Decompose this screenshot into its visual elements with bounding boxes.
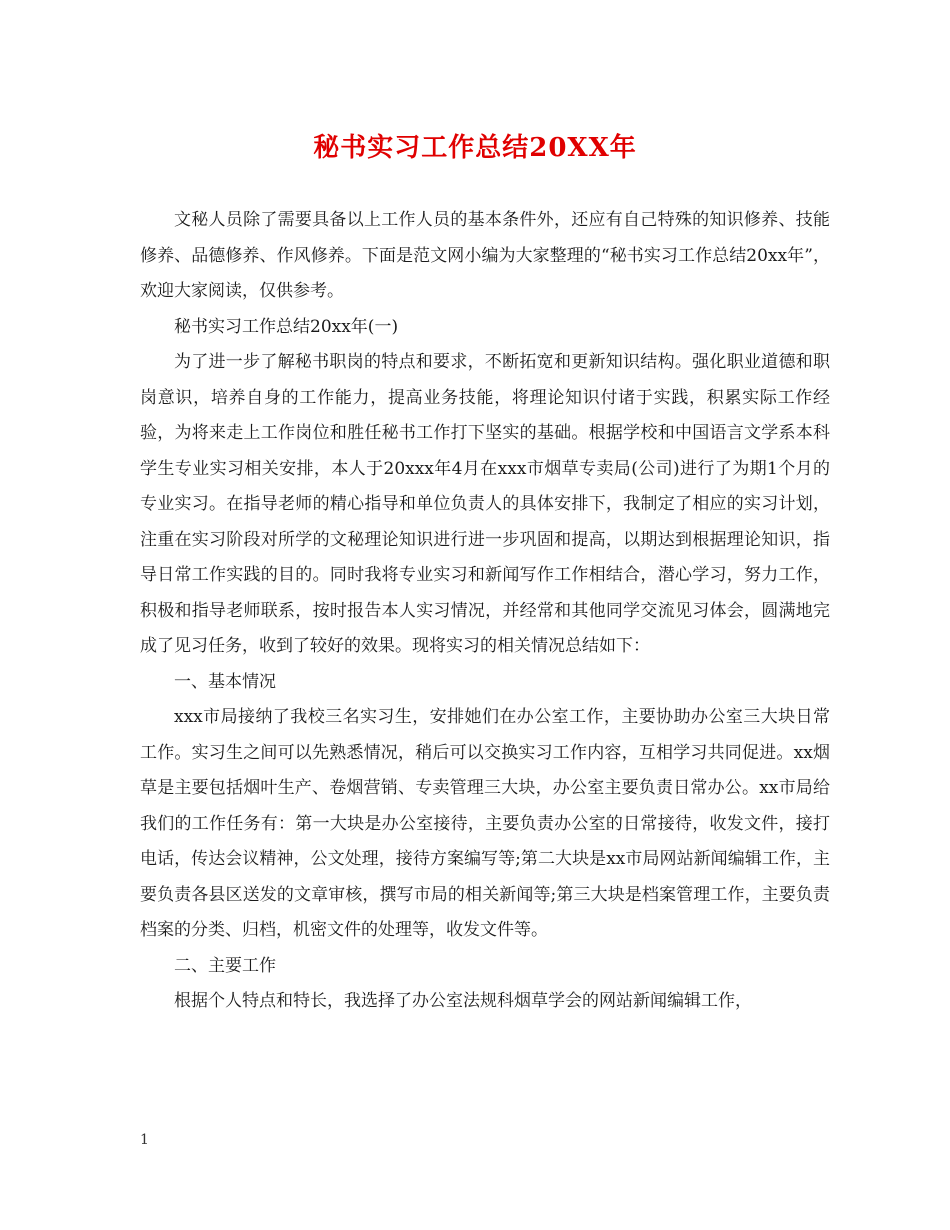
paragraph-overview: 为了进一步了解秘书职岗的特点和要求，不断拓宽和更新知识结构。强化职业道德和职岗意识，培养自身的工作能力，提高业务技能，将理论知识付诸于实践，积累实际工作经验，为将来走上工作岗位和胜任秘书工作打下坚实的基础。根据学校和中国语言文学系本科学生专业实习相关安排，本人于20xxx年4月在xxx市烟草专卖局(公司)进行了为期1个月的专业实习。在指导老师的精心指导和单位负责人的具体安排下，我制定了相应的实习计划，注重在实习阶段对所学的文秘理论知识进行进一步巩固和提高，以期达到根据理论知识，指导日常工作实践的目的。同时我将专业实习和新闻写作工作相结合，潜心学习，努力工作，积极和指导老师联系，按时报告本人实习情况，并经常和其他同学交流见习体会，圆满地完成了见习任务，收到了较好的效果。现将实习的相关情况总结如下： — [140, 352, 830, 656]
paragraph-intro: 文秘人员除了需要具备以上工作人员的基本条件外，还应有自己特殊的知识修养、技能修养、品德修养、作风修养。下面是范文网小编为大家整理的“秘书实习工作总结20xx年”，欢迎大家阅读，仅供参考。 — [140, 210, 830, 301]
document-title: 秘书实习工作总结20XX年 — [313, 133, 637, 163]
page-number: 1 — [140, 1132, 149, 1148]
paragraph-basic-situation: xxx市局接纳了我校三名实习生，安排她们在办公室工作，主要协助办公室三大块日常工作。实习生之间可以先熟悉情况，稍后可以交换实习工作内容，互相学习共同促进。xx烟草是主要包括烟叶生产、卷烟营销、专卖管理三大块，办公室主要负责日常办公。xx市局给我们的工作任务有：第一大块是办公室接待，主要负责办公室的日常接待，收发文件，接打电话，传达会议精神，公文处理，接待方案编写等;第二大块是xx市局网站新闻编辑工作，主要负责各县区送发的文章审核，撰写市局的相关新闻等;第三大块是档案管理工作，主要负责档案的分类、归档，机密文件的处理等，收发文件等。 — [140, 707, 830, 940]
section-heading-main-work: 二、主要工作 — [174, 955, 276, 976]
document-body — [140, 203, 830, 1020]
paragraph-main-work: 根据个人特点和特长，我选择了办公室法规科烟草学会的网站新闻编辑工作， — [174, 991, 752, 1011]
section-heading-basic-situation: 一、基本情况 — [174, 671, 276, 692]
section-heading-part-one: 秘书实习工作总结20xx年(一) — [174, 316, 399, 337]
